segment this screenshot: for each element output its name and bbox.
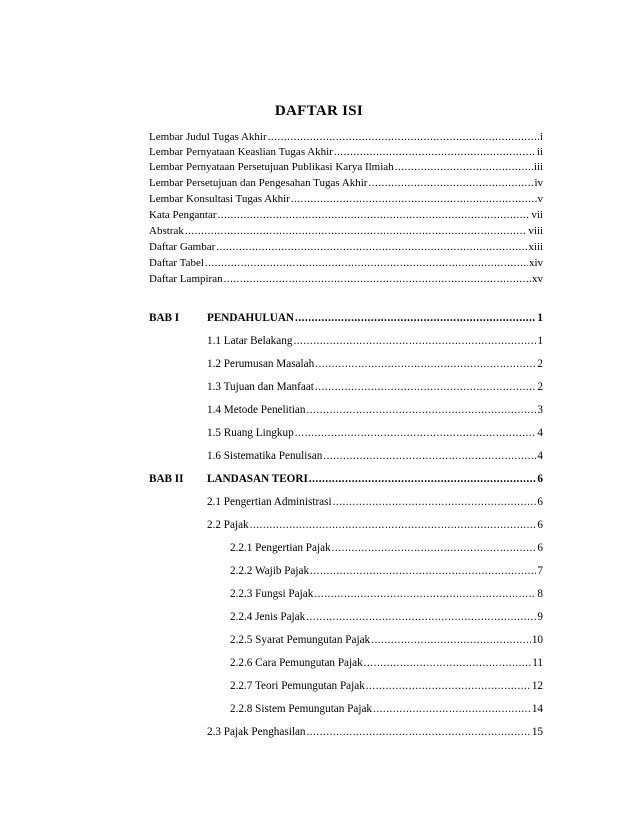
toc-section-label: 1.5 Ruang Lingkup <box>207 427 294 439</box>
toc-subsection-label: 2.2.8 Sistem Pemungutan Pajak <box>230 703 373 715</box>
toc-subsection[interactable] <box>230 610 543 625</box>
chapter-number: BAB II <box>149 473 184 485</box>
toc-section-page: 15 <box>531 726 543 738</box>
toc-section-label: 2.1 Pengertian Administrasi <box>207 496 332 508</box>
toc-chapter-label: LANDASAN TEORI <box>207 473 308 485</box>
toc-section-label: 1.6 Sistematika Penulisan <box>207 450 323 462</box>
toc-chapter-page: 6 <box>537 473 543 485</box>
toc-entry-label: Lembar Konsultasi Tugas Akhir <box>149 193 290 205</box>
toc-subsection-label: 2.2.1 Pengertian Pajak <box>230 542 331 554</box>
toc-leader <box>216 240 527 254</box>
toc-entry-page: ii <box>536 146 543 158</box>
toc-subsection-page: 14 <box>531 703 543 715</box>
toc-section-page: 4 <box>537 427 543 439</box>
toc-leader <box>306 610 536 625</box>
toc-subsection-label: 2.2.3 Fungsi Pajak <box>230 588 314 600</box>
toc-leader <box>373 702 531 717</box>
toc-subsection[interactable] <box>230 633 543 648</box>
toc-section-page: 2 <box>537 358 543 370</box>
toc-leader <box>307 725 531 740</box>
toc-section-page: 6 <box>537 519 543 531</box>
toc-subsection[interactable] <box>230 679 543 694</box>
toc-section[interactable] <box>207 334 543 349</box>
toc-section-page: 3 <box>537 404 543 416</box>
toc-leader <box>185 224 528 238</box>
toc-subsection-label: 2.2.5 Syarat Pemungutan Pajak <box>230 634 371 646</box>
toc-leader <box>268 130 539 144</box>
toc-chapter[interactable] <box>207 472 543 487</box>
toc-section-label: 1.4 Metode Penelitian <box>207 404 306 416</box>
toc-entry-page: v <box>537 193 543 205</box>
toc-entry-label: Lembar Pernyataan Keaslian Tugas Akhir <box>149 146 333 158</box>
toc-subsection-page: 6 <box>537 542 543 554</box>
toc-entry[interactable] <box>149 192 543 206</box>
toc-section-label: 1.2 Perumusan Masalah <box>207 358 315 370</box>
toc-subsection-page: 7 <box>537 565 543 577</box>
toc-entry-page: vii <box>531 209 543 221</box>
toc-section[interactable] <box>207 403 543 418</box>
toc-subsection-page: 12 <box>531 680 543 692</box>
toc-subsection-label: 2.2.6 Cara Pemungutan Pajak <box>230 657 363 669</box>
toc-leader <box>364 656 532 671</box>
toc-subsection-label: 2.2.2 Wajib Pajak <box>230 565 310 577</box>
toc-section-page: 6 <box>537 496 543 508</box>
toc-subsection-label: 2.2.7 Teori Pemungutan Pajak <box>230 680 365 692</box>
toc-entry[interactable] <box>149 176 543 190</box>
toc-leader <box>224 272 531 286</box>
toc-subsection[interactable] <box>230 702 543 717</box>
toc-leader <box>205 256 528 270</box>
toc-entry-label: Kata Pengantar <box>149 209 217 221</box>
toc-entry[interactable] <box>149 256 543 270</box>
toc-leader <box>334 145 536 159</box>
toc-subsection[interactable] <box>230 587 543 602</box>
toc-entry-label: Daftar Lampiran <box>149 273 223 285</box>
toc-chapter-label: PENDAHULUAN <box>207 312 295 324</box>
toc-entry[interactable] <box>149 240 543 254</box>
toc-entry-page: i <box>539 131 543 143</box>
toc-entry[interactable] <box>149 130 543 144</box>
toc-leader <box>293 334 536 349</box>
toc-leader <box>250 518 537 533</box>
toc-subsection-page: 11 <box>532 657 543 669</box>
toc-section-label: 2.2 Pajak <box>207 519 249 531</box>
toc-section[interactable] <box>207 495 543 510</box>
toc-leader <box>310 564 536 579</box>
toc-entry-label: Daftar Gambar <box>149 241 216 253</box>
toc-leader <box>309 472 537 487</box>
toc-leader <box>371 633 531 648</box>
toc-section[interactable] <box>207 426 543 441</box>
toc-leader <box>395 160 533 174</box>
toc-leader <box>295 426 537 441</box>
toc-section[interactable] <box>207 380 543 395</box>
toc-section-page: 1 <box>537 335 543 347</box>
toc-entry[interactable] <box>149 160 543 174</box>
toc-section-page: 2 <box>537 381 543 393</box>
toc-leader <box>307 403 537 418</box>
toc-section-label: 1.3 Tujuan dan Manfaat <box>207 381 314 393</box>
toc-leader <box>323 449 536 464</box>
toc-subsection[interactable] <box>230 656 543 671</box>
toc-section[interactable] <box>207 357 543 372</box>
toc-leader <box>366 679 531 694</box>
toc-section-page: 4 <box>537 450 543 462</box>
toc-leader <box>333 495 537 510</box>
chapter-number: BAB I <box>149 312 180 324</box>
toc-entry-page: iv <box>534 177 543 189</box>
toc-chapter[interactable] <box>207 311 543 326</box>
toc-leader <box>295 311 536 326</box>
toc-subsection-label: 2.2.4 Jenis Pajak <box>230 611 306 623</box>
toc-section-label: 1.1 Latar Belakang <box>207 335 293 347</box>
toc-entry-label: Lembar Judul Tugas Akhir <box>149 131 267 143</box>
toc-entry[interactable] <box>149 145 543 159</box>
toc-entry[interactable] <box>149 208 543 222</box>
toc-entry[interactable] <box>149 224 543 238</box>
toc-entry-label: Lembar Pernyataan Persetujuan Publikasi Karya Ilmiah <box>149 161 394 173</box>
toc-subsection-page: 9 <box>537 611 543 623</box>
toc-entry-page: xv <box>532 273 543 285</box>
toc-subsection-page: 10 <box>531 634 543 646</box>
toc-subsection-page: 8 <box>537 588 543 600</box>
toc-entry-label: Abstrak <box>149 225 184 237</box>
toc-entry[interactable] <box>149 272 543 286</box>
toc-leader <box>332 541 537 556</box>
toc-entry-page: viii <box>528 225 543 237</box>
toc-entry-label: Daftar Tabel <box>149 257 204 269</box>
toc-subsection[interactable] <box>230 564 543 579</box>
toc-section-label: 2.3 Pajak Penghasilan <box>207 726 306 738</box>
toc-entry-label: Lembar Persetujuan dan Pengesahan Tugas Akhir <box>149 177 368 189</box>
toc-leader <box>218 208 531 222</box>
toc-section[interactable] <box>207 518 543 533</box>
toc-entry-page: xiii <box>528 241 543 253</box>
toc-section[interactable] <box>207 449 543 464</box>
toc-leader <box>368 176 533 190</box>
toc-leader <box>291 192 537 206</box>
toc-entry-page: iii <box>533 161 543 173</box>
toc-leader <box>315 380 537 395</box>
toc-chapter-page: 1 <box>537 312 543 324</box>
toc-leader <box>314 587 536 602</box>
toc-entry-page: xiv <box>528 257 543 269</box>
toc-leader <box>315 357 536 372</box>
toc-section[interactable] <box>207 725 543 740</box>
page-title: DAFTAR ISI <box>274 103 364 119</box>
toc-subsection[interactable] <box>230 541 543 556</box>
